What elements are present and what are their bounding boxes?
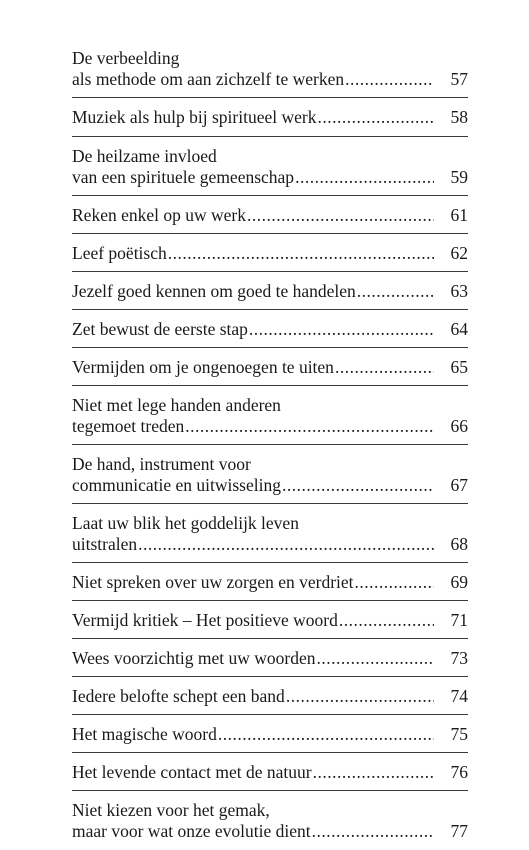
toc-entry-title: Laat uw blik het goddelijk leven	[72, 513, 299, 533]
dot-leader	[185, 416, 434, 437]
toc-entry-title: Leef poëtisch	[72, 243, 167, 263]
page-number: 63	[450, 281, 468, 301]
divider	[72, 233, 468, 234]
page-number: 76	[450, 762, 468, 782]
toc-line	[72, 534, 468, 555]
toc-entry[interactable]	[72, 572, 468, 593]
page-number: 69	[450, 572, 468, 592]
toc-entry-title: Muziek als hulp bij spiritueel werk	[72, 107, 317, 127]
toc-entry-title: De verbeelding	[72, 48, 180, 68]
divider	[72, 97, 468, 98]
toc-entry[interactable]	[72, 762, 468, 783]
toc-entry-title: Niet met lege handen anderen	[72, 395, 281, 415]
page-number: 65	[450, 357, 468, 377]
toc-entry[interactable]	[72, 243, 468, 264]
dot-leader	[282, 475, 434, 496]
toc-entry-title: De hand, instrument voor	[72, 454, 251, 474]
toc-entry-title: van een spirituele gemeenschap	[72, 167, 295, 187]
toc-entry-title: Het levende contact met de natuur	[72, 762, 312, 782]
divider	[72, 444, 468, 445]
toc-entry-title: Vermijd kritiek – Het positieve woord	[72, 610, 338, 630]
toc-entry[interactable]	[72, 610, 468, 631]
toc-entry-title: Zet bewust de eerste stap	[72, 319, 248, 339]
toc-entry[interactable]	[72, 205, 468, 226]
toc-entry-title: uitstralen	[72, 534, 138, 554]
toc-line	[72, 648, 468, 669]
toc-line	[72, 167, 468, 188]
divider	[72, 790, 468, 791]
toc-line	[72, 572, 468, 593]
dot-leader	[168, 243, 434, 264]
toc-entry-title: maar voor wat onze evolutie dient	[72, 821, 311, 841]
dot-leader	[317, 648, 434, 669]
toc-line	[72, 724, 468, 745]
dot-leader	[138, 534, 434, 555]
dot-leader	[218, 724, 434, 745]
toc-entry[interactable]	[72, 454, 468, 496]
divider	[72, 195, 468, 196]
toc-line	[72, 319, 468, 340]
toc-line	[72, 357, 468, 378]
divider	[72, 136, 468, 137]
toc-line	[72, 395, 468, 416]
dot-leader	[357, 281, 434, 302]
divider	[72, 676, 468, 677]
page-number: 57	[450, 69, 468, 89]
dot-leader	[286, 686, 434, 707]
page-number: 61	[450, 205, 468, 225]
page-number: 66	[450, 416, 468, 436]
page-number: 73	[450, 648, 468, 668]
divider	[72, 562, 468, 563]
toc-entry-title: Niet kiezen voor het gemak,	[72, 800, 270, 820]
toc-line	[72, 454, 468, 475]
toc-line	[72, 205, 468, 226]
toc-entry-title: Reken enkel op uw werk	[72, 205, 246, 225]
toc-line	[72, 48, 468, 69]
dot-leader	[317, 107, 434, 128]
toc-line	[72, 513, 468, 534]
dot-leader	[355, 572, 434, 593]
toc-line	[72, 821, 468, 842]
toc-entry[interactable]	[72, 48, 468, 90]
toc-line	[72, 281, 468, 302]
toc-line	[72, 69, 468, 90]
toc-entry[interactable]	[72, 107, 468, 128]
divider	[72, 309, 468, 310]
toc-entry-title: Niet spreken over uw zorgen en verdriet	[72, 572, 354, 592]
toc-line	[72, 416, 468, 437]
toc-entry-title: Het magische woord	[72, 724, 217, 744]
toc-line	[72, 800, 468, 821]
toc-line	[72, 610, 468, 631]
page-number: 77	[450, 821, 468, 841]
toc-entry[interactable]	[72, 146, 468, 188]
dot-leader	[339, 610, 434, 631]
toc-entry-title: als methode om aan zichzelf te werken	[72, 69, 345, 89]
divider	[72, 600, 468, 601]
toc-entry-title: Iedere belofte schept een band	[72, 686, 285, 706]
toc-line	[72, 146, 468, 167]
toc-line	[72, 762, 468, 783]
toc-line	[72, 475, 468, 496]
page-number: 67	[450, 475, 468, 495]
divider	[72, 385, 468, 386]
divider	[72, 271, 468, 272]
dot-leader	[295, 167, 434, 188]
page-number: 62	[450, 243, 468, 263]
dot-leader	[335, 357, 434, 378]
dot-leader	[313, 762, 434, 783]
toc-line	[72, 243, 468, 264]
divider	[72, 638, 468, 639]
toc-entry-title: De heilzame invloed	[72, 146, 217, 166]
toc-entry-title: communicatie en uitwisseling	[72, 475, 281, 495]
toc-entry[interactable]	[72, 395, 468, 437]
page-number: 75	[450, 724, 468, 744]
toc-entry[interactable]	[72, 800, 468, 842]
toc-entry[interactable]	[72, 648, 468, 669]
divider	[72, 347, 468, 348]
dot-leader	[345, 69, 434, 90]
dot-leader	[249, 319, 434, 340]
table-of-contents	[72, 48, 468, 842]
page-number: 64	[450, 319, 468, 339]
page-number: 74	[450, 686, 468, 706]
page-number: 58	[450, 107, 468, 127]
toc-entry[interactable]	[72, 513, 468, 555]
toc-entry[interactable]	[72, 281, 468, 302]
toc-entry-title: Vermijden om je ongenoegen te uiten	[72, 357, 334, 377]
toc-line	[72, 107, 468, 128]
divider	[72, 714, 468, 715]
toc-entry-title: tegemoet treden	[72, 416, 185, 436]
toc-line	[72, 686, 468, 707]
toc-entry-title: Wees voorzichtig met uw woorden	[72, 648, 316, 668]
divider	[72, 752, 468, 753]
toc-entry[interactable]	[72, 686, 468, 707]
divider	[72, 503, 468, 504]
toc-entry-title: Jezelf goed kennen om goed te handelen	[72, 281, 356, 301]
page-number: 71	[450, 610, 468, 630]
toc-entry[interactable]	[72, 357, 468, 378]
toc-entry[interactable]	[72, 724, 468, 745]
dot-leader	[312, 821, 434, 842]
dot-leader	[247, 205, 434, 226]
toc-entry[interactable]	[72, 319, 468, 340]
page-number: 68	[450, 534, 468, 554]
page-number: 59	[450, 167, 468, 187]
